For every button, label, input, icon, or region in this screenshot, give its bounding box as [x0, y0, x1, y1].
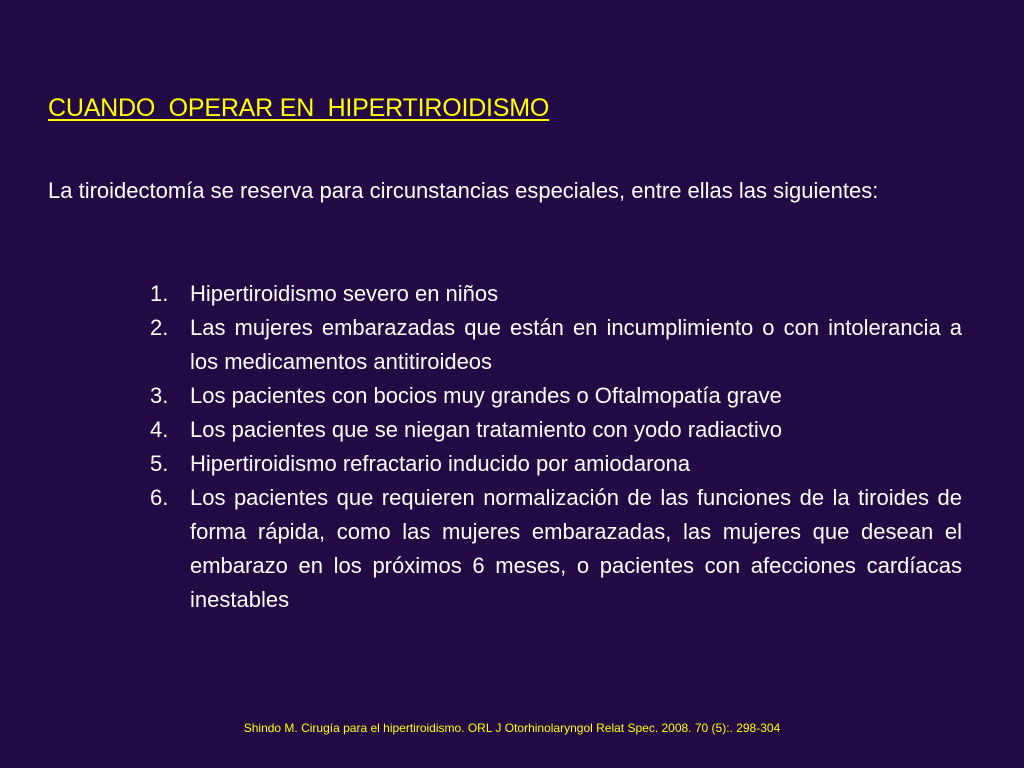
- list-item-number: 1.: [150, 281, 169, 306]
- list-item-number: 5.: [150, 451, 169, 476]
- list-item: [146, 447, 962, 481]
- list-item-text: Los pacientes que requieren normalización de las funciones de la tiroides de forma rápida, como las mujeres embarazadas, las mujeres que desean el embarazo en los próximos 6 meses, o pacientes con afecciones cardíacas inestables: [190, 485, 962, 612]
- list-item-text: Las mujeres embarazadas que están en incumplimiento o con intolerancia a los medicamentos antitiroideos: [190, 315, 962, 374]
- list-item-text: Los pacientes con bocios muy grandes o Oftalmopatía grave: [190, 383, 782, 408]
- list-item-number: 4.: [150, 417, 169, 442]
- list-item-number: 6.: [150, 485, 169, 510]
- list-item-text: Hipertiroidismo refractario inducido por amiodarona: [190, 451, 691, 476]
- list-item-text: Hipertiroidismo severo en niños: [190, 281, 499, 306]
- list-item: [146, 277, 962, 311]
- list-item-number: 3.: [150, 383, 169, 408]
- list-item: [146, 379, 962, 413]
- list-item: [146, 311, 962, 379]
- intro-paragraph: La tiroidectomía se reserva para circunstancias especiales, entre ellas las siguientes:: [48, 178, 879, 203]
- citation: Shindo M. Cirugía para el hipertiroidismo. ORL J Otorhinolaryngol Relat Spec. 2008. 70 (5):. 298-304: [243, 721, 781, 735]
- list-item-number: 2.: [150, 315, 169, 340]
- slide-title: CUANDO OPERAR EN HIPERTIROIDISMO: [48, 94, 550, 122]
- list-item: [146, 413, 962, 447]
- list-item-text: Los pacientes que se niegan tratamiento con yodo radiactivo: [190, 417, 782, 442]
- indications-list: [146, 277, 962, 617]
- list-item: [146, 481, 962, 617]
